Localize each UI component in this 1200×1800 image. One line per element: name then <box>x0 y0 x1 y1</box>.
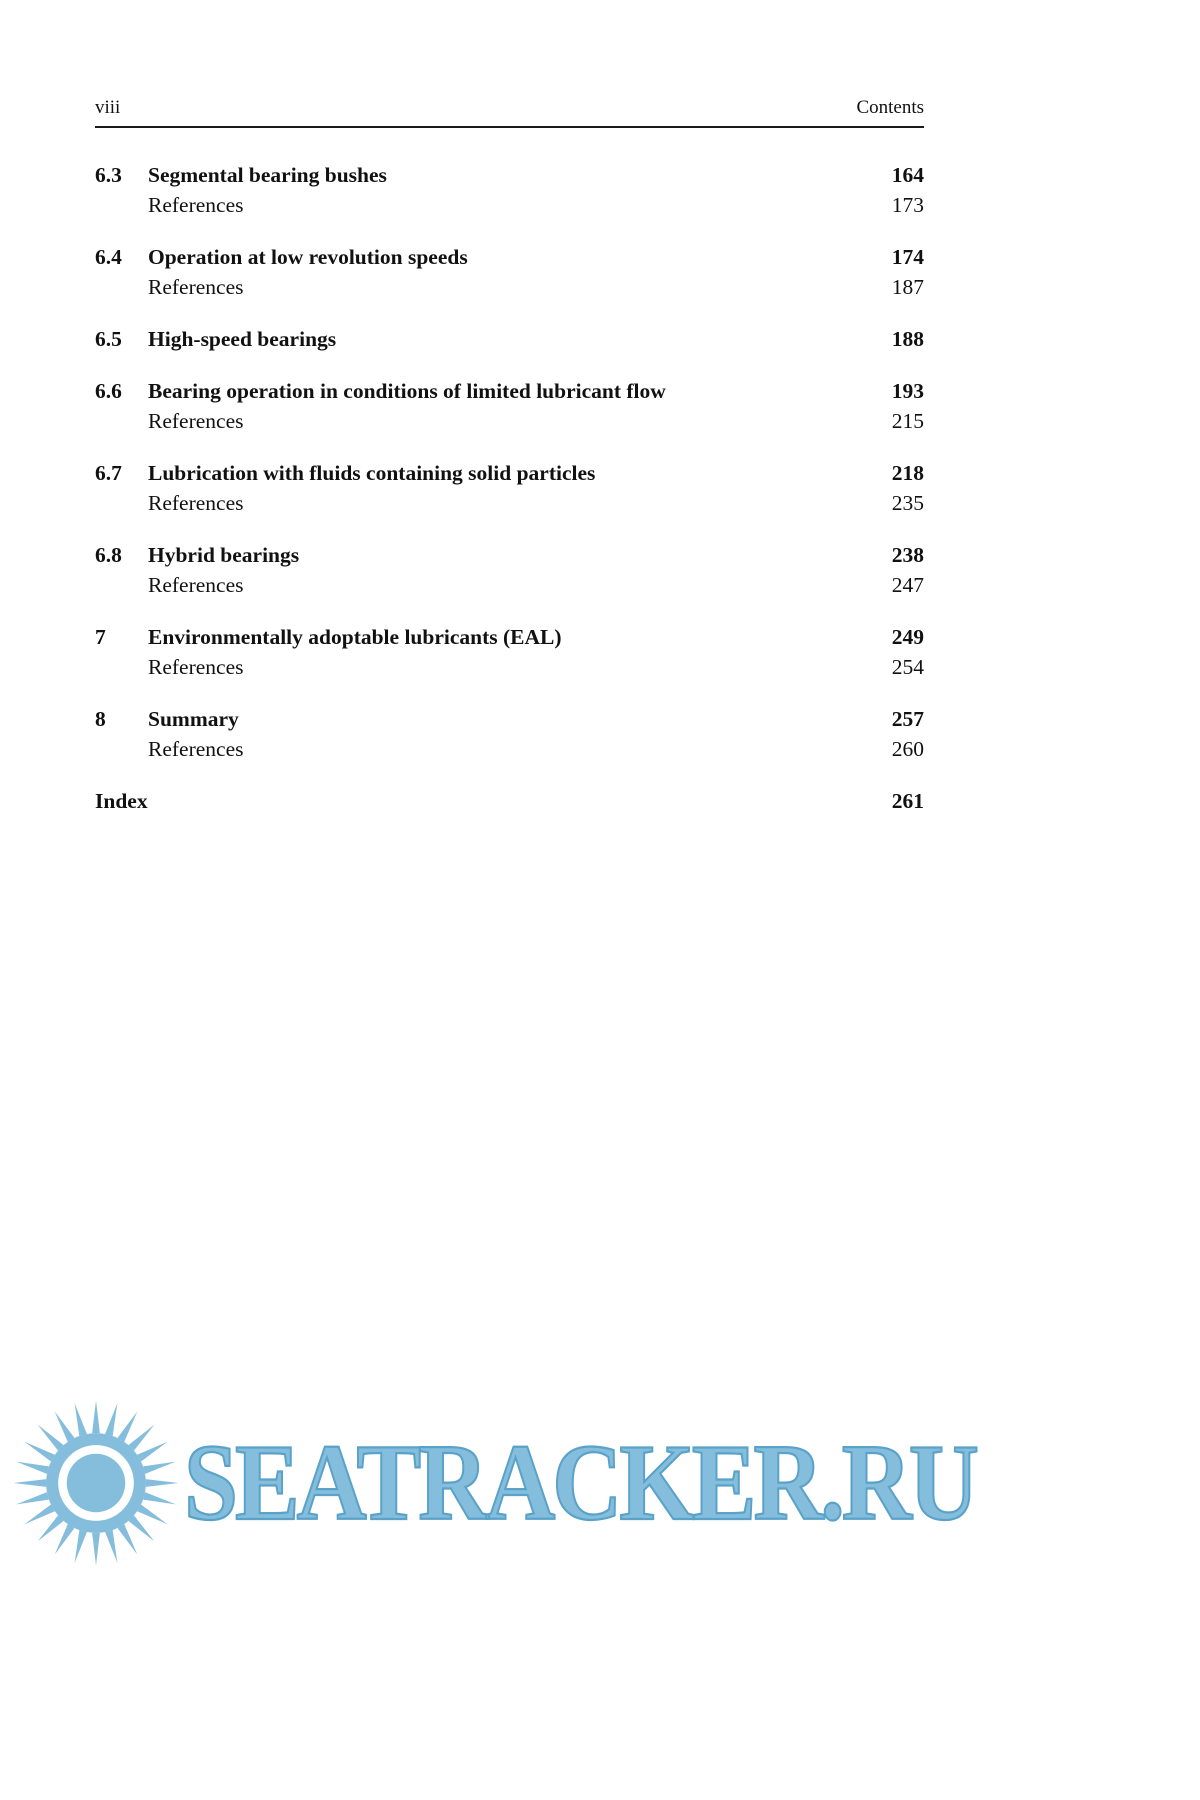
watermark-text: SEATRACKER.RU <box>184 1422 976 1543</box>
toc-entry <box>95 622 924 682</box>
toc-entry-page: 193 <box>891 379 924 403</box>
toc-references-label: References <box>148 737 244 761</box>
sun-icon <box>10 1397 182 1569</box>
toc-references-page: 247 <box>891 573 924 597</box>
toc-references-page: 215 <box>891 409 924 433</box>
toc-references-label: References <box>148 409 244 433</box>
toc-references-page: 254 <box>891 655 924 679</box>
toc-references-label: References <box>148 491 244 515</box>
toc-entry-main-line <box>95 324 924 354</box>
toc-entry-title: Hybrid bearings <box>148 543 300 567</box>
toc-entry <box>95 786 924 816</box>
toc-entry-title: Environmentally adoptable lubricants (EAL) <box>148 625 562 649</box>
toc-references-page: 187 <box>891 275 924 299</box>
toc-entry-number: 8 <box>95 707 106 731</box>
toc-entry-page: 188 <box>891 327 924 351</box>
toc-entry <box>95 704 924 764</box>
folio-number: viii <box>95 97 121 118</box>
toc-entry-main-line <box>95 242 924 272</box>
toc-entry-title: Segmental bearing bushes <box>148 163 387 187</box>
toc-entry-references-line <box>95 734 924 764</box>
toc-entry-number: 6.3 <box>95 163 122 187</box>
toc-entry-main-line <box>95 622 924 652</box>
toc-entry-number: 6.6 <box>95 379 122 403</box>
toc-entry-title: Bearing operation in conditions of limited lubricant flow <box>148 379 666 403</box>
toc-references-label: References <box>148 573 244 597</box>
toc-entry-page: 164 <box>891 163 924 187</box>
toc-entry <box>95 242 924 302</box>
toc-entry-title: Operation at low revolution speeds <box>148 245 468 269</box>
toc-entry-main-line <box>95 376 924 406</box>
toc-references-label: References <box>148 655 244 679</box>
toc-entry-title: Lubrication with fluids containing solid particles <box>148 461 596 485</box>
toc-entry-title: High-speed bearings <box>148 327 337 351</box>
page-header <box>95 97 924 119</box>
toc-entry-references-line <box>95 652 924 682</box>
toc-entry-references-line <box>95 272 924 302</box>
table-of-contents <box>95 160 924 838</box>
toc-references-label: References <box>148 275 244 299</box>
toc-references-page: 173 <box>891 193 924 217</box>
toc-entry-page: 261 <box>891 789 924 813</box>
toc-entry-references-line <box>95 488 924 518</box>
toc-references-page: 235 <box>891 491 924 515</box>
toc-entry-main-line <box>95 458 924 488</box>
toc-entry-title: Summary <box>148 707 239 731</box>
watermark <box>10 1398 1195 1568</box>
toc-entry-page: 238 <box>891 543 924 567</box>
toc-references-page: 260 <box>891 737 924 761</box>
toc-entry-main-line <box>95 540 924 570</box>
toc-references-label: References <box>148 193 244 217</box>
toc-entry-references-line <box>95 190 924 220</box>
toc-entry-references-line <box>95 406 924 436</box>
toc-entry-references-line <box>95 570 924 600</box>
toc-entry-number: 6.8 <box>95 543 122 567</box>
toc-entry-title: Index <box>95 789 148 813</box>
toc-entry-page: 218 <box>891 461 924 485</box>
toc-entry <box>95 376 924 436</box>
toc-entry <box>95 540 924 600</box>
toc-entry-main-line <box>95 160 924 190</box>
toc-entry-page: 174 <box>891 245 924 269</box>
toc-entry <box>95 458 924 518</box>
toc-entry-page: 257 <box>891 707 924 731</box>
toc-entry-main-line <box>95 704 924 734</box>
toc-entry-number: 7 <box>95 625 106 649</box>
toc-entry-number: 6.5 <box>95 327 122 351</box>
toc-entry-page: 249 <box>891 625 924 649</box>
toc-entry-number: 6.4 <box>95 245 122 269</box>
toc-entry-main-line <box>95 786 924 816</box>
toc-entry <box>95 324 924 354</box>
header-rule <box>95 126 924 128</box>
running-head: Contents <box>856 97 924 118</box>
toc-entry <box>95 160 924 220</box>
toc-entry-number: 6.7 <box>95 461 122 485</box>
